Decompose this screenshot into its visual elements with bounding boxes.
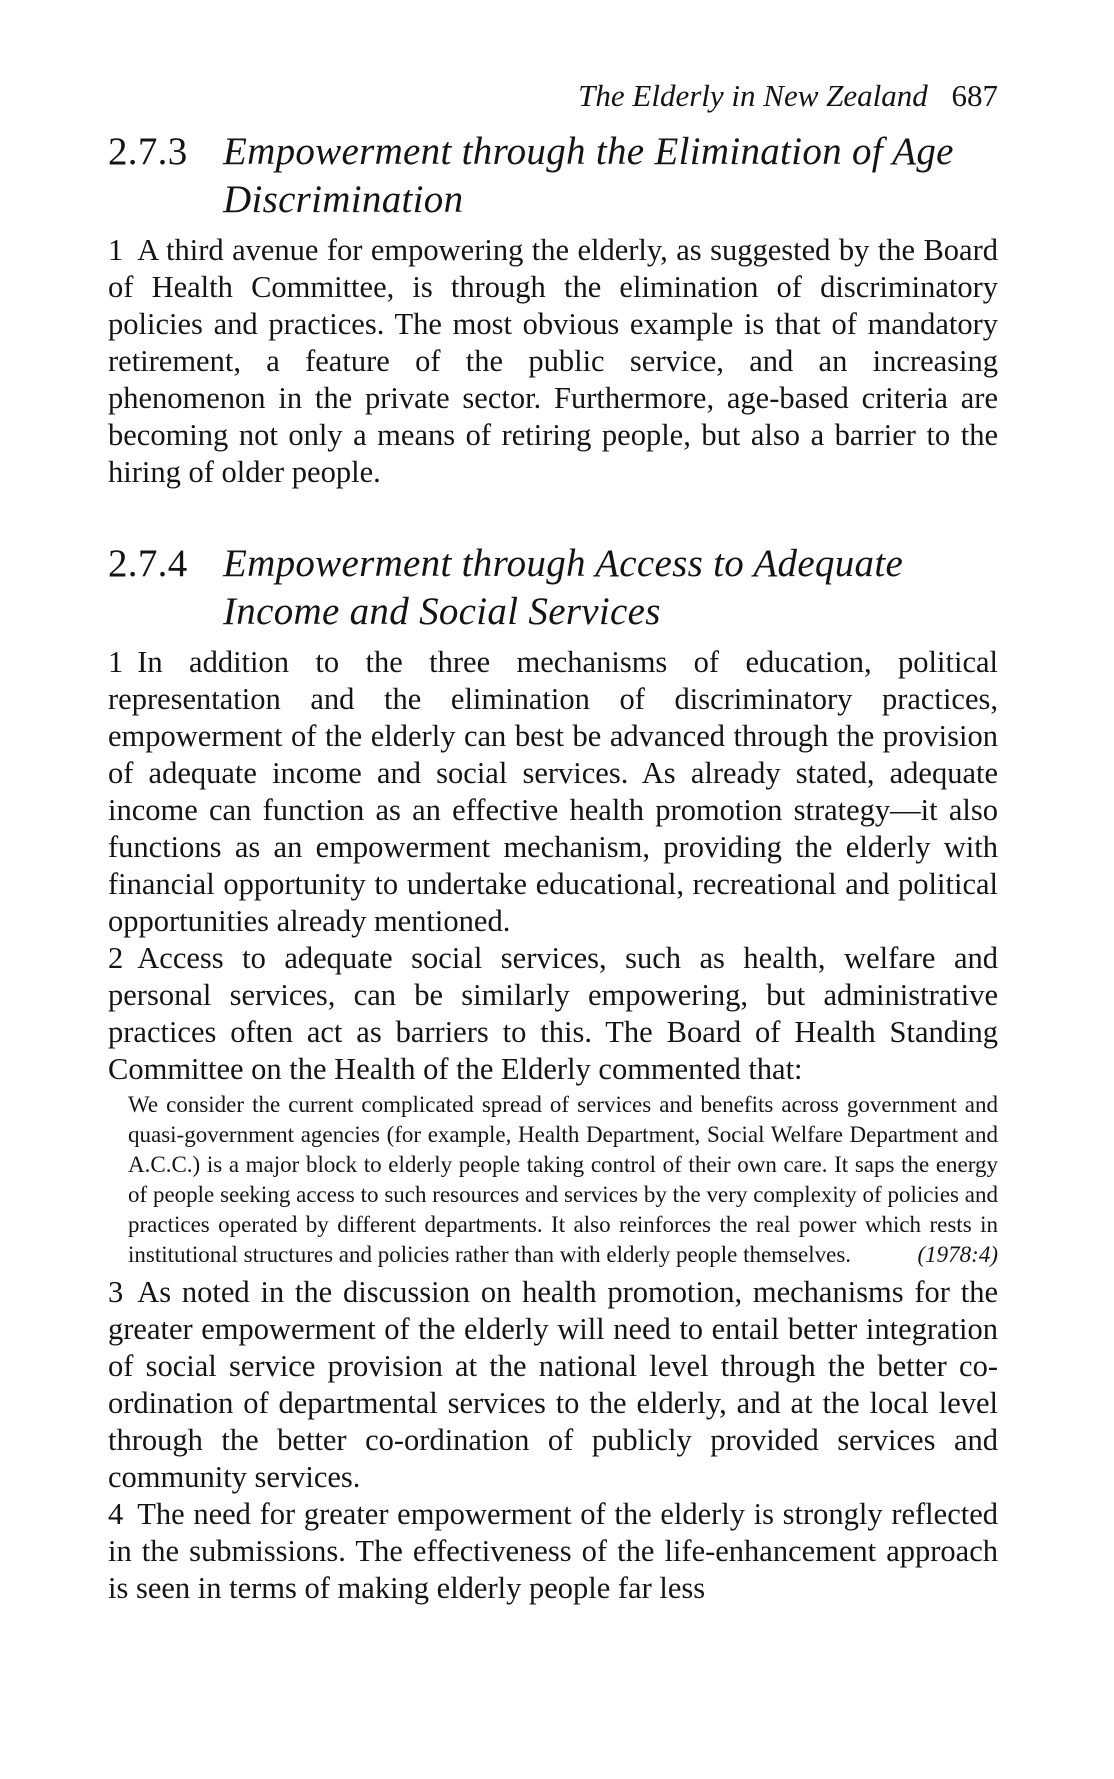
paragraph-number: 3 [108, 1275, 124, 1309]
paragraph [108, 940, 998, 1088]
paragraph [108, 1496, 998, 1607]
section-number: 2.7.3 [108, 130, 188, 173]
section-heading [108, 540, 998, 636]
paragraph-number: 4 [108, 1497, 124, 1531]
section-number: 2.7.4 [108, 542, 188, 585]
paragraph-text: Access to adequate social services, such as health, welfare and personal services, can be similarly empowering, but administrative practices often act as barriers to this. The Board of Health Standing Committee on the Health of the Elderly commented that: [108, 941, 998, 1086]
paragraph-text: The need for greater empowerment of the elderly is strongly reflected in the submissions. The effectiveness of the life-enhancement approach is seen in terms of making elderly people far less [108, 1497, 998, 1605]
paragraph [108, 644, 998, 940]
paragraph-number: 2 [108, 941, 124, 975]
running-head-title: The Elderly in New Zealand [578, 78, 928, 113]
paragraph [108, 232, 998, 491]
running-head [578, 78, 998, 114]
paragraph-text: As noted in the discussion on health promotion, mechanisms for the greater empowerment of the elderly will need to entail better integration of social service provision at the national level through the better co-ordination of departmental services to the elderly, and at the local level through the better co-ordination of publicly provided services and community services. [108, 1275, 998, 1494]
paragraph-text: A third avenue for empowering the elderly, as suggested by the Board of Health Committee, is through the elimination of discriminatory policies and practices. The most obvious example is that of mandatory retirement, a feature of the public service, and an increasing phenomenon in the private sector. Furthermore, age-based criteria are becoming not only a means of retiring people, but also a barrier to the hiring of older people. [108, 233, 998, 489]
paragraph-text: In addition to the three mechanisms of education, political representation and the elimination of discriminatory practices, empowerment of the elderly can best be advanced through the provision of adequate income and social services. As already stated, adequate income can function as an effective health promotion strategy—it also functions as an empowerment mechanism, providing the elderly with financial opportunity to undertake educational, recreational and political opportunities already mentioned. [108, 645, 998, 938]
section-2-7-3 [108, 128, 998, 491]
block-quote [108, 1090, 998, 1270]
page-number: 687 [951, 78, 998, 113]
paragraph [108, 1274, 998, 1496]
quote-citation: (1978:4) [917, 1242, 998, 1267]
paragraph-number: 1 [108, 233, 124, 267]
section-title: Empowerment through Access to Adequate Income and Social Services [223, 542, 904, 633]
section-2-7-4 [108, 540, 998, 1607]
section-title: Empowerment through the Elimination of Age Discrimination [223, 130, 954, 221]
section-heading [108, 128, 998, 224]
quote-text: We consider the current complicated spread of services and benefits across government and quasi-government agencies (for example, Health Department, Social Welfare Department and A.C.C.) is a major block to elderly people taking control of their own care. It saps the energy of people seeking access to such resources and services by the very complexity of policies and practices operated by different departments. It also reinforces the real power which rests in institutional structures and policies rather than with elderly people themselves. [128, 1092, 998, 1267]
paragraph-number: 1 [108, 645, 124, 679]
